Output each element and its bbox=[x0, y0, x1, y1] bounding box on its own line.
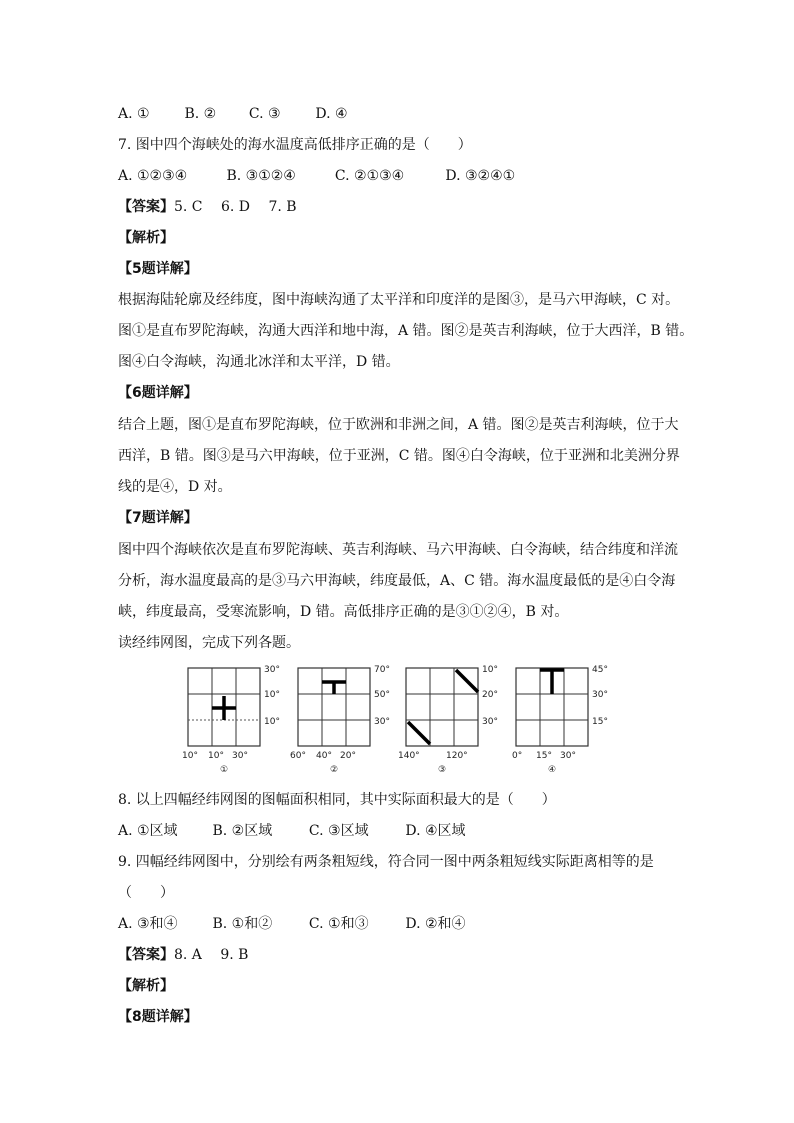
q6-option-a: A. ① bbox=[118, 106, 150, 122]
p3-lon-2: 120° bbox=[446, 751, 468, 761]
answer-block-1 bbox=[118, 197, 297, 217]
q8-option-c: C. ③区域 bbox=[308, 823, 369, 839]
q6-line-2: 西洋，B 错。图③是马六甲海峡，位于亚洲，C 错。图④白令海峡，位于亚洲和北美洲分界 bbox=[118, 448, 680, 464]
q8-option-a: A. ①区域 bbox=[118, 823, 178, 839]
p4-lon-3: 30° bbox=[560, 751, 576, 761]
q9-stem-line-1: 9. 四幅经纬网图中，分别绘有两条粗短线，符合同一图中两条粗短线实际距离相等的是 bbox=[118, 854, 654, 870]
p1-lon-1: 10° bbox=[182, 751, 198, 761]
q6-options bbox=[118, 104, 348, 124]
q5-line-2: 图①是直布罗陀海峡，沟通大西洋和地中海，A 错。图②是英吉利海峡，位于大西洋，B 错。 bbox=[118, 323, 694, 339]
q6-line-3: 线的是④，D 对。 bbox=[118, 479, 232, 495]
q8-options bbox=[118, 821, 466, 841]
p2-lat-3: 30° bbox=[374, 717, 390, 727]
q7-line-3: 峡，纬度最高，受寒流影响，D 错。高低排序正确的是③①②④，B 对。 bbox=[118, 604, 569, 620]
q8-detail-heading: 【8题详解】 bbox=[118, 1009, 198, 1025]
p2-lon-2: 40° bbox=[316, 751, 332, 761]
p4-lat-2: 30° bbox=[592, 690, 608, 700]
p1-lon-3: 30° bbox=[232, 751, 248, 761]
q7-line-1: 图中四个海峡依次是直布罗陀海峡、英吉利海峡、马六甲海峡、白令海峡，结合纬度和洋流 bbox=[118, 542, 678, 558]
q5-detail-heading: 【5题详解】 bbox=[118, 261, 198, 277]
q6-option-c: C. ③ bbox=[248, 106, 281, 122]
q9-option-a: A. ③和④ bbox=[118, 916, 178, 932]
p3-label: ③ bbox=[438, 765, 447, 775]
q7-option-d: D. ③②④① bbox=[445, 168, 516, 184]
answer-label: 【答案】 bbox=[118, 199, 174, 215]
q5-line-1: 根据海陆轮廓及经纬度，图中海峡沟通了太平洋和印度洋的是图③，是马六甲海峡，C 对。 bbox=[118, 292, 680, 308]
grid-panel-1 bbox=[182, 665, 280, 775]
q7-detail-text bbox=[118, 535, 678, 628]
q5-line-3: 图④白令海峡，沟通北冰洋和太平洋，D 错。 bbox=[118, 354, 400, 370]
p1-lat-3: 10° bbox=[264, 717, 280, 727]
q9-option-d: D. ②和④ bbox=[405, 916, 466, 932]
grid-panel-2 bbox=[290, 665, 390, 775]
q8-stem: 8. 以上四幅经纬网图的图幅面积相同，其中实际面积最大的是（ ） bbox=[118, 792, 556, 808]
p1-lat-1: 30° bbox=[264, 665, 280, 675]
answer-text: 8. A 9. B bbox=[174, 947, 249, 963]
q6-detail-text bbox=[118, 410, 678, 503]
q9-options bbox=[118, 914, 466, 934]
p3-lat-1: 10° bbox=[482, 665, 498, 675]
p2-lon-3: 20° bbox=[340, 751, 356, 761]
q5-detail-text bbox=[118, 285, 694, 378]
lat-long-grid-figure bbox=[180, 662, 660, 782]
q7-option-b: B. ③①②④ bbox=[226, 168, 296, 184]
q7-options bbox=[118, 166, 515, 186]
grid-panel-3 bbox=[398, 665, 498, 775]
p1-lon-2: 10° bbox=[208, 751, 224, 761]
p4-lon-1: 0° bbox=[512, 751, 523, 761]
analysis-heading-2: 【解析】 bbox=[118, 978, 174, 994]
p2-lon-1: 60° bbox=[290, 751, 306, 761]
grid-panel-4 bbox=[512, 665, 608, 775]
q9-option-c: C. ①和③ bbox=[308, 916, 369, 932]
q6-option-b: B. ② bbox=[184, 106, 217, 122]
q7-option-c: C. ②①③④ bbox=[334, 168, 405, 184]
p2-lat-2: 50° bbox=[374, 690, 390, 700]
answer-text: 5. C 6. D 7. B bbox=[174, 199, 297, 215]
p4-lat-3: 15° bbox=[592, 717, 608, 727]
p2-label: ② bbox=[330, 765, 339, 775]
p2-lat-1: 70° bbox=[374, 665, 390, 675]
bold-line-lower bbox=[408, 722, 430, 744]
q7-stem: 7. 图中四个海峡处的海水温度高低排序正确的是（ ） bbox=[118, 137, 472, 153]
analysis-heading-1: 【解析】 bbox=[118, 230, 174, 246]
q6-option-d: D. ④ bbox=[315, 106, 348, 122]
answer-block-2 bbox=[118, 945, 248, 965]
q7-line-2: 分析，海水温度最高的是③马六甲海峡，纬度最低，A、C 错。海水温度最低的是④白令海 bbox=[118, 573, 676, 589]
q6-detail-heading: 【6题详解】 bbox=[118, 385, 198, 401]
p3-lat-2: 20° bbox=[482, 690, 498, 700]
q8-option-b: B. ②区域 bbox=[212, 823, 273, 839]
p4-label: ④ bbox=[548, 765, 557, 775]
q9-stem-line-2: （ ） bbox=[118, 885, 174, 901]
q7-detail-heading: 【7题详解】 bbox=[118, 510, 198, 526]
p4-lat-1: 45° bbox=[592, 665, 608, 675]
p1-lat-2: 10° bbox=[264, 690, 280, 700]
p1-label: ① bbox=[220, 765, 229, 775]
answer-label: 【答案】 bbox=[118, 947, 174, 963]
q9-option-b: B. ①和② bbox=[212, 916, 273, 932]
figure-intro: 读经纬网图，完成下列各题。 bbox=[118, 635, 300, 651]
q8-option-d: D. ④区域 bbox=[405, 823, 466, 839]
p3-lat-3: 30° bbox=[482, 717, 498, 727]
p3-lon-1: 140° bbox=[398, 751, 420, 761]
q7-option-a: A. ①②③④ bbox=[118, 168, 188, 184]
p4-lon-2: 15° bbox=[536, 751, 552, 761]
bold-line-upper bbox=[456, 670, 478, 692]
q6-line-1: 结合上题，图①是直布罗陀海峡，位于欧洲和非洲之间，A 错。图②是英吉利海峡，位于大 bbox=[118, 417, 679, 433]
